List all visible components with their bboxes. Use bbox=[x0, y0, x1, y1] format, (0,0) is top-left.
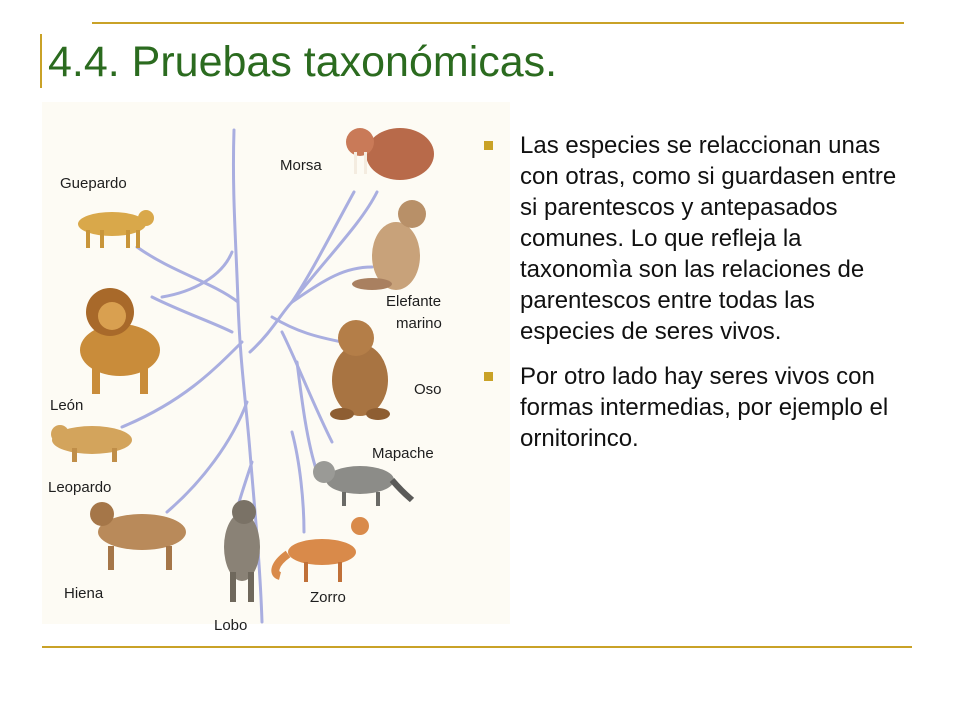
leon-figure bbox=[80, 288, 160, 394]
bullet-item bbox=[480, 361, 910, 454]
label-marino: marino bbox=[396, 315, 442, 332]
label-mapache: Mapache bbox=[372, 445, 434, 462]
phylogenetic-tree-figure bbox=[42, 102, 510, 634]
tree-illustration bbox=[42, 102, 510, 634]
label-leon: León bbox=[50, 397, 84, 414]
label-elefante: Elefante bbox=[386, 293, 442, 310]
guepardo-figure bbox=[78, 210, 154, 248]
hiena-figure bbox=[90, 502, 186, 570]
title-accent-bar bbox=[40, 34, 42, 88]
oso-figure bbox=[330, 320, 390, 420]
label-hiena: Hiena bbox=[64, 585, 104, 602]
label-oso: Oso bbox=[414, 381, 442, 398]
bullet-list bbox=[480, 130, 910, 468]
label-guepardo: Guepardo bbox=[60, 175, 127, 192]
bullet-text: Por otro lado hay seres vivos con formas intermedias, por ejemplo el ornitorinco. bbox=[520, 363, 889, 452]
label-morsa: Morsa bbox=[280, 157, 322, 174]
zorro-figure bbox=[275, 517, 369, 582]
bullet-text: Las especies se relaccionan unas con otras, como si guardasen entre si parentescos y antepasados comunes. Lo que refleja la taxonomìa son las relaciones de parentescos entre todas las especies de seres vivos. bbox=[520, 132, 897, 345]
label-lobo: Lobo bbox=[214, 617, 248, 634]
morsa-figure bbox=[346, 128, 434, 180]
label-zorro: Zorro bbox=[310, 589, 346, 606]
bullet-item bbox=[480, 130, 910, 347]
bottom-rule bbox=[42, 646, 912, 648]
leopardo-figure bbox=[51, 425, 132, 462]
slide-title: 4.4. Pruebas taxonómicas. bbox=[48, 38, 558, 86]
label-leopardo: Leopardo bbox=[48, 479, 112, 496]
top-rule bbox=[92, 22, 904, 24]
mapache-figure bbox=[313, 461, 412, 506]
lobo-figure bbox=[224, 500, 260, 602]
bullet-marker-icon bbox=[484, 141, 493, 150]
bullet-marker-icon bbox=[484, 372, 493, 381]
